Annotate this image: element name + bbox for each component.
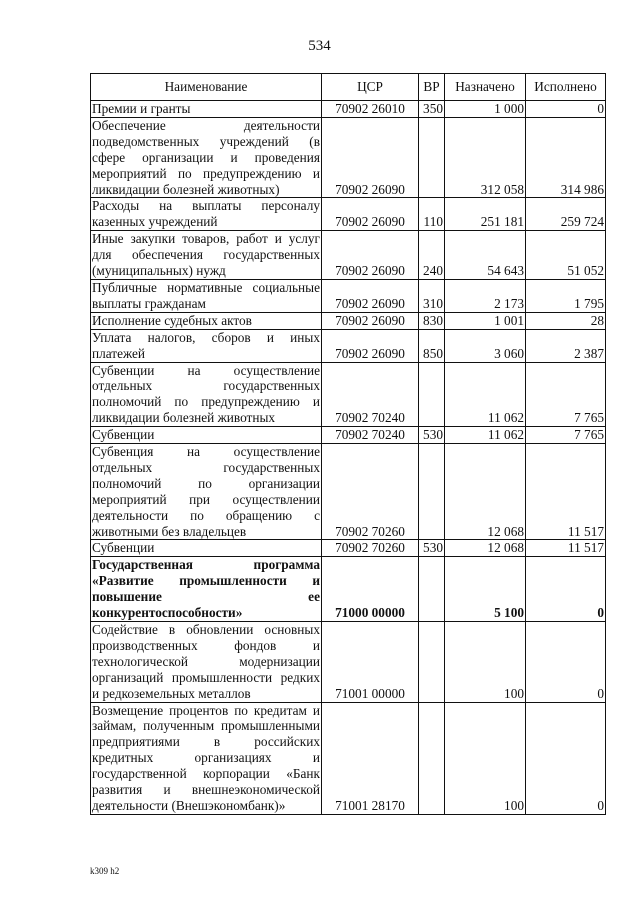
table-row <box>91 444 606 540</box>
cell-executed: 11 517 <box>526 444 606 540</box>
cell-name: Субвенции <box>91 540 322 557</box>
cell-csr: 71000 00000 <box>322 557 419 622</box>
cell-vr: 240 <box>419 231 445 280</box>
cell-assigned: 12 068 <box>445 540 526 557</box>
table-row <box>91 101 606 118</box>
cell-csr: 71001 28170 <box>322 702 419 814</box>
cell-csr: 70902 26090 <box>322 231 419 280</box>
cell-executed: 11 517 <box>526 540 606 557</box>
cell-csr: 70902 70240 <box>322 427 419 444</box>
table-row <box>91 279 606 312</box>
table-row <box>91 702 606 814</box>
cell-executed: 2 387 <box>526 329 606 362</box>
table-row <box>91 557 606 622</box>
cell-name: Государственная программа «Развитие промышленности и повышение ее конкурентоспособности» <box>92 557 320 621</box>
cell-vr: 830 <box>419 312 445 329</box>
cell-vr <box>419 622 445 703</box>
table-row <box>91 362 606 427</box>
budget-table <box>90 73 606 815</box>
cell-vr <box>419 117 445 198</box>
cell-name: Содействие в обновлении основных производственных фондов и технологической модернизации организаций промышленности редких и редкоземельных металлов <box>92 622 320 701</box>
cell-name: Субвенции на осуществление отдельных государственных полномочий по предупреждению и ликвидации болезней животных <box>92 362 320 426</box>
cell-name: Иные закупки товаров, работ и услуг для обеспечения государственных (муниципальных) нужд <box>92 231 320 279</box>
cell-vr: 530 <box>419 427 445 444</box>
cell-assigned: 100 <box>445 622 526 703</box>
cell-csr: 70902 26090 <box>322 279 419 312</box>
cell-csr: 71001 00000 <box>322 622 419 703</box>
cell-name: Субвенции <box>91 427 322 444</box>
cell-assigned: 2 173 <box>445 279 526 312</box>
header-assigned: Назначено <box>445 74 526 101</box>
cell-assigned: 251 181 <box>445 198 526 231</box>
cell-assigned: 11 062 <box>445 427 526 444</box>
cell-vr: 310 <box>419 279 445 312</box>
cell-vr <box>419 702 445 814</box>
table-body <box>91 101 606 815</box>
cell-csr: 70902 26090 <box>322 312 419 329</box>
table-row <box>91 231 606 280</box>
table-row <box>91 117 606 198</box>
cell-csr: 70902 26090 <box>322 329 419 362</box>
cell-assigned: 1 001 <box>445 312 526 329</box>
cell-vr: 350 <box>419 101 445 118</box>
table-header-row <box>91 74 606 101</box>
cell-executed: 28 <box>526 312 606 329</box>
table-row <box>91 312 606 329</box>
cell-assigned: 5 100 <box>445 557 526 622</box>
cell-vr <box>419 444 445 540</box>
cell-csr: 70902 70240 <box>322 362 419 427</box>
cell-executed: 259 724 <box>526 198 606 231</box>
cell-csr: 70902 70260 <box>322 444 419 540</box>
cell-executed: 51 052 <box>526 231 606 280</box>
cell-executed: 0 <box>526 557 606 622</box>
cell-csr: 70902 26090 <box>322 198 419 231</box>
header-vr: ВР <box>419 74 445 101</box>
cell-assigned: 312 058 <box>445 117 526 198</box>
cell-name: Обеспечение деятельности подведомственных учреждений (в сфере организации и проведения мероприятий по предупреждению и ликвидации болезней животных) <box>92 117 320 197</box>
cell-csr: 70902 70260 <box>322 540 419 557</box>
cell-name: Возмещение процентов по кредитам и займам, полученным промышленными предприятиями в российских кредитных организациях и государственной корпорации «Банк развития и внешнеэкономической деятельности (Внешэкономбанк)» <box>92 702 320 813</box>
cell-name: Публичные нормативные социальные выплаты гражданам <box>92 279 320 311</box>
cell-assigned: 11 062 <box>445 362 526 427</box>
header-csr: ЦСР <box>322 74 419 101</box>
cell-vr: 850 <box>419 329 445 362</box>
cell-assigned: 100 <box>445 702 526 814</box>
cell-executed: 1 795 <box>526 279 606 312</box>
cell-vr: 530 <box>419 540 445 557</box>
cell-assigned: 12 068 <box>445 444 526 540</box>
cell-assigned: 3 060 <box>445 329 526 362</box>
cell-assigned: 1 000 <box>445 101 526 118</box>
header-name: Наименование <box>91 74 322 101</box>
cell-executed: 0 <box>526 702 606 814</box>
cell-executed: 7 765 <box>526 362 606 427</box>
table-row <box>91 427 606 444</box>
cell-name: Исполнение судебных актов <box>91 312 322 329</box>
cell-assigned: 54 643 <box>445 231 526 280</box>
table-row <box>91 622 606 703</box>
cell-executed: 314 986 <box>526 117 606 198</box>
cell-vr <box>419 557 445 622</box>
table-row <box>91 540 606 557</box>
cell-name: Премии и гранты <box>91 101 322 118</box>
cell-vr <box>419 362 445 427</box>
cell-executed: 7 765 <box>526 427 606 444</box>
cell-vr: 110 <box>419 198 445 231</box>
page-footer-code: k309 h2 <box>90 866 120 876</box>
header-executed: Исполнено <box>526 74 606 101</box>
cell-executed: 0 <box>526 622 606 703</box>
cell-name: Уплата налогов, сборов и иных платежей <box>92 329 320 361</box>
page-number: 534 <box>308 38 331 54</box>
cell-name: Субвенция на осуществление отдельных государственных полномочий по организации мероприятий при осуществлении деятельности по обращению с животными без владельцев <box>92 444 320 539</box>
cell-csr: 70902 26010 <box>322 101 419 118</box>
cell-executed: 0 <box>526 101 606 118</box>
table-row <box>91 198 606 231</box>
table-row <box>91 329 606 362</box>
cell-csr: 70902 26090 <box>322 117 419 198</box>
cell-name: Расходы на выплаты персоналу казенных учреждений <box>92 198 320 230</box>
